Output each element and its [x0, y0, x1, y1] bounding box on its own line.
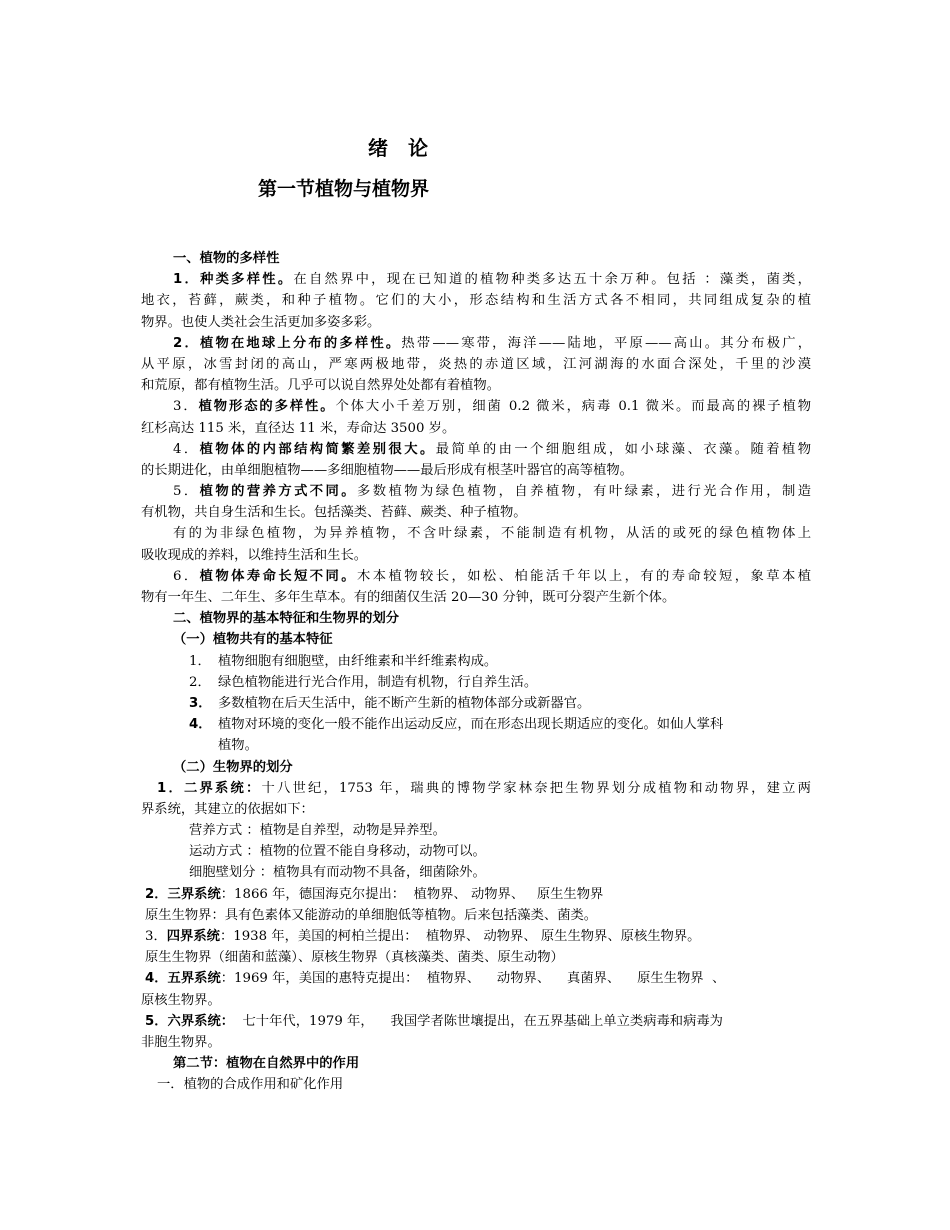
paragraph-5b-line-1: 有的为非绿色植物，为异养植物，不含叶绿素，不能制造有机物，从活的或死的绿色植物体上 [173, 526, 811, 542]
list-item-continuation: 植物。 [218, 738, 258, 754]
paragraph-1-line-2: 地衣，苔藓，蕨类，和种子植物。它们的大小，形态结构和生活方式各不相同，共同组成复杂的植 [141, 293, 811, 309]
document-body [141, 248, 811, 1096]
subsection-heading-1: （一）植物共有的基本特征 [173, 632, 333, 648]
list-item: 2． 绿色植物能进行光合作用，制造有机物，行自养生活。 [189, 674, 538, 690]
title-char-1: 绪 [368, 136, 388, 160]
paragraph-5-line-2: 有机物，共自身生活和生长。包括藻类、苔藓、蕨类、种子植物。 [141, 505, 527, 521]
criteria-nutrition: 营养方式 ：植物是自养型，动物是异养型。 [189, 823, 446, 839]
paragraph-6-line-1: 6．植物体寿命长短不同。木本植物较长，如松、柏能活千年以上，有的寿命较短，象草本植 [173, 568, 811, 584]
kingdom-3-line-1: 2．三界系统：1866 年，德国海克尔提出： 植物界、 动物界、 原生生物界 [145, 886, 604, 902]
paragraph-6-line-2: 物有一年生、二年生、多年生草本。有的细菌仅生活 20—30 分钟，既可分裂产生新个体。 [141, 590, 676, 605]
section-3-line-1: 一．植物的合成作用和矿化作用 [157, 1077, 344, 1093]
section-title: 第一节植物与植物界 [258, 178, 430, 200]
kingdom-5-line-2: 原核生物界。 [141, 992, 221, 1008]
section-heading-role: 第二节：植物在自然界中的作用 [173, 1056, 360, 1072]
kingdom-2-line-2: 界系统，其建立的依据如下： [141, 801, 314, 817]
list-item: 4． 植物对环境的变化一般不能作出运动反应，而在形态出现长期适应的变化。如仙人掌科 [189, 717, 724, 733]
criteria-cell-wall: 细胞壁划分 ：植物具有而动物不具备，细菌除外。 [189, 865, 486, 881]
chapter-title [368, 132, 428, 161]
kingdom-4-line-1: 3．四界系统：1938 年，美国的柯柏兰提出： 植物界、 动物界、 原生生物界、原核生物界。 [145, 929, 701, 944]
paragraph-3-line-2: 红杉高达 115 米，直径达 11 米，寿命达 3500 岁。 [141, 420, 456, 436]
section-heading-diversity: 一、植物的多样性 [173, 251, 280, 266]
paragraph-2-line-3: 和荒原，都有植物生活。几乎可以说自然界处处都有着植物。 [141, 378, 501, 394]
title-char-2: 论 [408, 136, 428, 160]
list-item: 3． 多数植物在后天生活中，能不断产生新的植物体部分或新器官。 [189, 695, 591, 711]
list-item: 1． 植物细胞有细胞壁，由纤维素和半纤维素构成。 [189, 653, 498, 669]
paragraph-5-line-1: 5．植物的营养方式不同。多数植物为绿色植物，自养植物，有叶绿素，进行光合作用，制造 [173, 484, 811, 500]
section-heading-features: 二、植物界的基本特征和生物界的划分 [173, 611, 400, 627]
kingdom-3-line-2: 原生生物界：具有色素体又能游动的单细胞低等植物。后来包括藻类、菌类。 [145, 907, 598, 923]
paragraph-5b-line-2: 吸收现成的养料，以维持生活和生长。 [141, 547, 368, 563]
subsection-heading-2: （二）生物界的划分 [173, 759, 293, 775]
paragraph-1-line-3: 物界。也使人类社会生活更加多姿多彩。 [141, 314, 381, 330]
paragraph-4-line-2: 的长期进化，由单细胞植物——多细胞植物——最后形成有根茎叶器官的高等植物。 [141, 462, 633, 478]
kingdom-5-line-1: 4．五界系统：1969 年，美国的惠特克提出： 植物界、 动物界、 真菌界、 原生生物界 、 [145, 971, 726, 987]
paragraph-2-line-1: 2．植物在地球上分布的多样性。热带——寒带，海洋——陆地，平原——高山。其分布极广， [173, 335, 811, 351]
paragraph-3-line-1: 3．植物形态的多样性。个体大小千差万别，细菌 0.2 微米，病毒 0.1 微米。而最高的裸子植物 [173, 399, 812, 415]
paragraph-4-line-1: 4．植物体的内部结构简繁差别很大。最简单的由一个细胞组成，如小球藻、衣藻。随着植物 [173, 441, 811, 457]
criteria-movement: 运动方式 ：植物的位置不能自身移动，动物可以。 [189, 844, 486, 860]
kingdom-2-line-1: 1．二界系统：十八世纪，1753 年，瑞典的博物学家林奈把生物界划分成植物和动物界，建立两 [157, 780, 811, 796]
paragraph-2-line-2: 从平原，冰雪封闭的高山，严寒两极地带，炎热的赤道区域，江河湖海的水面合深处，千里的沙漠 [141, 356, 811, 372]
kingdom-4-line-2: 原生生物界（细菌和蓝藻）、原核生物界（真核藻类、菌类、原生动物） [145, 950, 564, 966]
paragraph-1-line-1: 1．种类多样性。在自然界中，现在已知道的植物种类多达五十余万种。包括 ：藻类，菌类， [173, 272, 811, 288]
kingdom-6-line-2: 非胞生物界。 [141, 1034, 221, 1050]
kingdom-6-line-1: 5．六界系统： 七十年代，1979 年， 我国学者陈世壤提出，在五界基础上单立类病毒和病毒为 [145, 1013, 723, 1029]
